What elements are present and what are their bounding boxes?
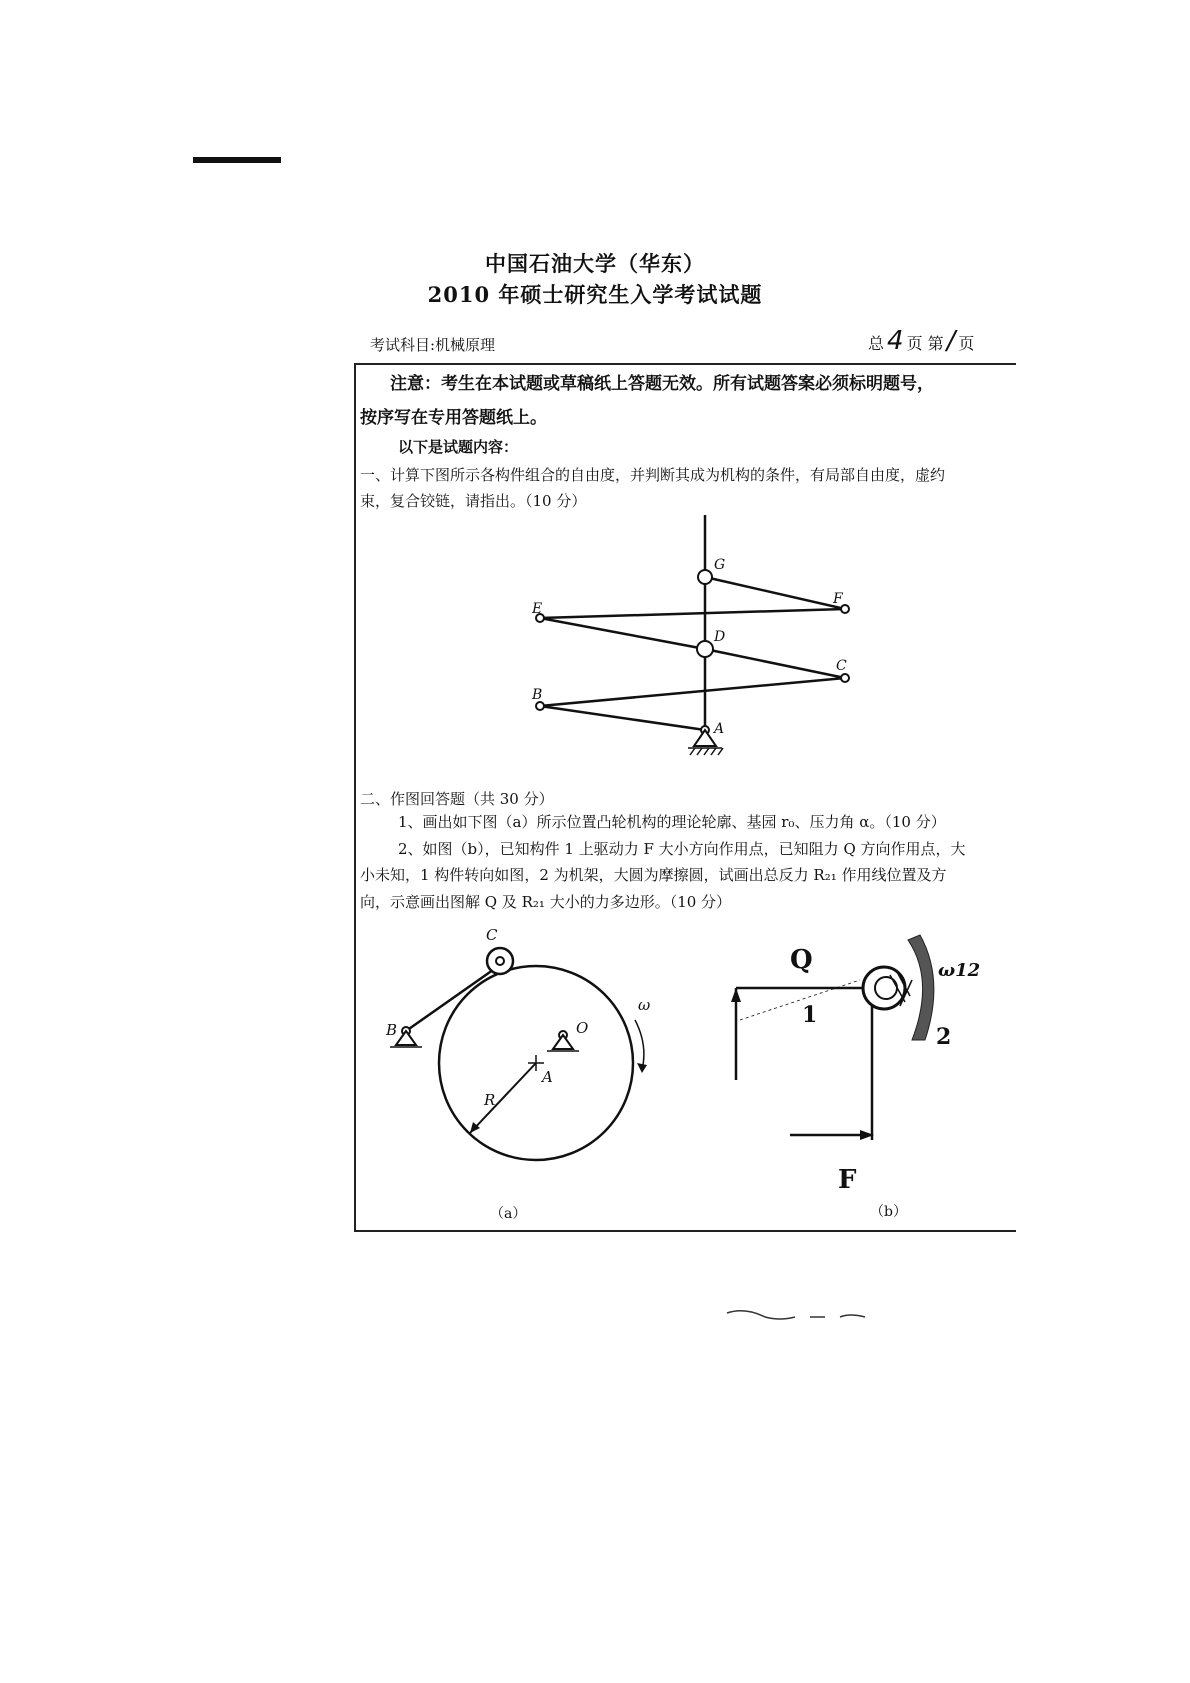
label-C: C bbox=[486, 926, 498, 944]
notice-line-2: 按序写在专用答题纸上。 bbox=[360, 408, 547, 428]
university-title: 中国石油大学（华东） bbox=[485, 251, 705, 276]
label-O: O bbox=[576, 1019, 589, 1037]
page-counter bbox=[868, 326, 974, 356]
question-1-line-2: 束，复合铰链，请指出。（10 分） bbox=[360, 492, 587, 510]
joint-G bbox=[698, 570, 712, 584]
label-A: A bbox=[542, 1068, 553, 1086]
label-1: 1 bbox=[802, 1002, 818, 1028]
link-BC bbox=[540, 678, 845, 706]
label-F: F bbox=[838, 1165, 857, 1195]
ground-support-A bbox=[694, 730, 716, 746]
label-C: C bbox=[836, 658, 847, 674]
question-2-heading: 二、作图回答题（共 30 分） bbox=[360, 790, 554, 808]
content-label: 以下是试题内容： bbox=[398, 438, 519, 456]
follower-arm bbox=[406, 965, 500, 1031]
label-D: D bbox=[714, 629, 726, 645]
link-EF bbox=[540, 609, 845, 618]
caption-b: （b） bbox=[870, 1204, 907, 1220]
support-B bbox=[396, 1031, 416, 1045]
omega-arrow bbox=[635, 1020, 644, 1070]
label-R: R bbox=[484, 1091, 496, 1109]
label-F: F bbox=[833, 591, 843, 607]
bottom-scribble bbox=[725, 1305, 875, 1325]
notice-line-1: 注意：考生在本试题或草稿纸上答题无效。所有试题答案必须标明题号， bbox=[390, 374, 934, 394]
question-2-item-2-line-3: 向，示意画出图解 Q 及 R₂₁ 大小的力多边形。（10 分） bbox=[360, 893, 732, 911]
link-GF bbox=[705, 577, 845, 609]
link-DC bbox=[705, 649, 845, 678]
label-omega12: ω12 bbox=[938, 960, 981, 981]
roller-pin bbox=[496, 957, 504, 965]
cam-figure-a bbox=[380, 925, 670, 1165]
label-G: G bbox=[714, 557, 726, 573]
exam-title: 2010 年硕士研究生入学考试试题 bbox=[427, 282, 763, 307]
link-BA bbox=[540, 706, 705, 730]
joint-D bbox=[697, 641, 713, 657]
label-Q: Q bbox=[790, 945, 813, 975]
label-E: E bbox=[532, 601, 543, 617]
pages-mid: 页 第 bbox=[906, 334, 944, 353]
question-2-item-1: 1、画出如下图（a）所示位置凸轮机构的理论轮廓、基园 r₀、压力角 α。（10 分） bbox=[398, 813, 946, 831]
exam-subject: 考试科目:机械原理 bbox=[370, 336, 496, 354]
pages-current: / bbox=[946, 326, 956, 356]
friction-figure-b bbox=[720, 920, 1010, 1195]
label-omega: ω bbox=[638, 996, 651, 1014]
joint-C bbox=[841, 674, 849, 682]
label-A: A bbox=[714, 721, 725, 737]
corner-bar bbox=[193, 157, 281, 163]
frame-2 bbox=[908, 935, 934, 1040]
pages-total: 4 bbox=[887, 326, 904, 356]
link-ED bbox=[540, 618, 705, 649]
support-O bbox=[553, 1035, 573, 1049]
pages-suffix: 页 bbox=[958, 334, 975, 353]
joint-B bbox=[536, 702, 544, 710]
caption-a: （a） bbox=[490, 1206, 527, 1222]
label-B: B bbox=[532, 687, 543, 703]
question-2-item-2-line-1: 2、如图（b），已知构件 1 上驱动力 F 大小方向作用点，已知阻力 Q 方向作用点，大 bbox=[398, 840, 966, 858]
linkage-figure bbox=[520, 515, 860, 775]
question-1-line-1: 一、计算下图所示各构件组合的自由度，并判断其成为机构的条件，有局部自由度，虚约 bbox=[360, 466, 946, 484]
label-2: 2 bbox=[936, 1024, 952, 1050]
pages-prefix: 总 bbox=[868, 334, 885, 353]
radius-R bbox=[470, 1063, 536, 1133]
label-B: B bbox=[386, 1021, 398, 1039]
question-2-item-2-line-2: 小未知，1 构件转向如图，2 为机架，大圆为摩擦圆，试画出总反力 R₂₁ 作用线位置及方 bbox=[360, 866, 947, 884]
